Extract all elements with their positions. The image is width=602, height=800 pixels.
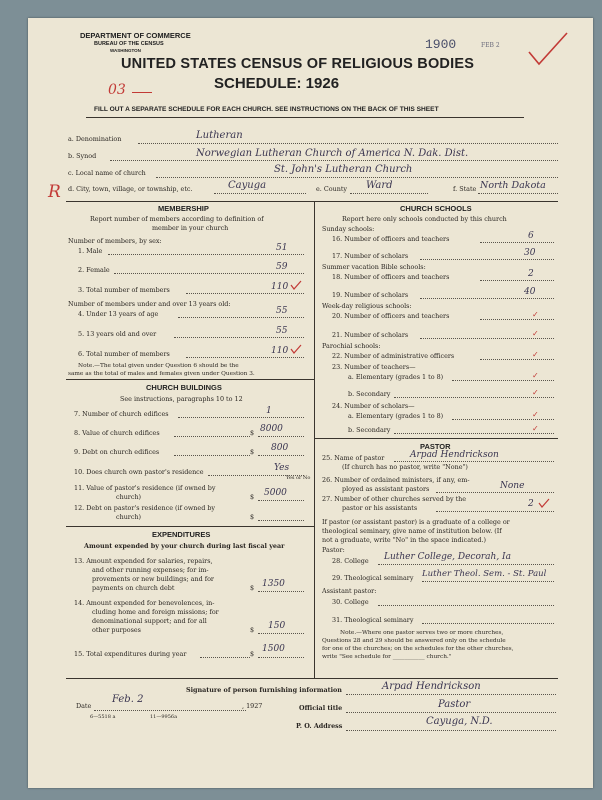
expenditures-rule bbox=[66, 526, 314, 527]
date-label: Date bbox=[76, 702, 92, 710]
q13-amount-line bbox=[258, 591, 304, 592]
q27-label-1: 27. Number of other churches served by the bbox=[322, 495, 467, 503]
q29-line bbox=[422, 581, 554, 582]
q27-line bbox=[436, 511, 554, 512]
q7-label: 7. Number of church edifices bbox=[74, 410, 169, 418]
pastor-note-1: Note.—Where one pastor serves two or more churches, bbox=[340, 630, 504, 636]
q24-label: 24. Number of scholars— bbox=[332, 402, 415, 410]
q26-field[interactable]: None bbox=[500, 481, 525, 491]
official-title-line bbox=[346, 712, 556, 713]
city-field[interactable]: Cayuga bbox=[228, 180, 267, 191]
dollar-sign: $ bbox=[250, 650, 255, 658]
membership-note-1: Note.—The total given under Question 6 should be the bbox=[78, 363, 239, 369]
q19-line bbox=[420, 298, 554, 299]
q16-field[interactable]: 6 bbox=[528, 231, 534, 241]
synod-line bbox=[110, 160, 558, 161]
state-line bbox=[478, 193, 558, 194]
q24a-check: ✓ bbox=[532, 410, 539, 419]
q29-field[interactable]: Luther Theol. Sem. - St. Paul bbox=[422, 569, 547, 579]
buildings-heading: CHURCH BUILDINGS bbox=[146, 383, 222, 392]
denomination-field[interactable]: Lutheran bbox=[196, 130, 243, 141]
q15-field[interactable]: 1500 bbox=[262, 644, 285, 654]
q23b-line bbox=[394, 397, 554, 398]
official-title-label: Official title bbox=[299, 704, 343, 712]
q30-label: 30. College bbox=[332, 598, 369, 606]
local-name-line bbox=[156, 177, 558, 178]
membership-note-2: same as the total of males and females given under Question 3. bbox=[68, 371, 255, 377]
form-number-2: 11—9956a bbox=[150, 714, 178, 720]
q18-label: 18. Number of officers and teachers bbox=[332, 273, 450, 281]
dollar-sign: $ bbox=[250, 513, 255, 521]
date-field[interactable]: Feb. 2 bbox=[112, 694, 144, 705]
q20-label: 20. Number of officers and teachers bbox=[332, 312, 450, 320]
q24b-label: b. Secondary bbox=[348, 426, 391, 434]
q4-label: 4. Under 13 years of age bbox=[78, 310, 159, 318]
sunday-label: Sunday schools: bbox=[322, 225, 375, 233]
expenditures-heading: EXPENDITURES bbox=[152, 530, 211, 539]
q23a-label: a. Elementary (grades 1 to 8) bbox=[348, 373, 444, 381]
q5-line bbox=[174, 337, 304, 338]
pastor-sub-label: Pastor: bbox=[322, 546, 345, 554]
q26-label-1: 26. Number of ordained ministers, if any, em- bbox=[322, 476, 470, 484]
q15-amount-line bbox=[258, 657, 304, 658]
q1-line bbox=[108, 254, 304, 255]
membership-intro-1: Report number of members according to definition of bbox=[90, 215, 264, 223]
q12-amount-line bbox=[258, 520, 304, 521]
q7-line bbox=[178, 417, 304, 418]
bureau-label: BUREAU OF THE CENSUS bbox=[94, 41, 164, 47]
q22-line bbox=[480, 359, 554, 360]
state-field[interactable]: North Dakota bbox=[480, 180, 546, 191]
q25-hint: (If church has no pastor, write "None") bbox=[342, 463, 468, 471]
table-bottom-rule bbox=[66, 678, 558, 679]
dollar-sign: $ bbox=[250, 429, 255, 437]
received-stamp: FEB 2 bbox=[481, 42, 500, 49]
q8-amount-line bbox=[258, 436, 304, 437]
red-code: 03 bbox=[108, 82, 126, 98]
q26-line bbox=[436, 492, 554, 493]
local-name-label: c. Local name of church bbox=[68, 169, 146, 177]
q16-label: 16. Number of officers and teachers bbox=[332, 235, 450, 243]
pastor-heading: PASTOR bbox=[420, 442, 451, 451]
q13-label-1: 13. Amount expended for salaries, repairs, bbox=[74, 557, 213, 565]
schools-intro: Report here only schools conducted by this church bbox=[342, 215, 507, 223]
q23-label: 23. Number of teachers— bbox=[332, 363, 416, 371]
date-line bbox=[94, 710, 246, 711]
q3-field[interactable]: 110 bbox=[271, 282, 289, 292]
dollar-sign: $ bbox=[250, 493, 255, 501]
q24b-check: ✓ bbox=[532, 424, 539, 433]
dollar-sign: $ bbox=[250, 448, 255, 456]
q22-label: 22. Number of administrative officers bbox=[332, 352, 455, 360]
q24b-line bbox=[394, 433, 554, 434]
q30-line bbox=[378, 605, 554, 606]
q13-label-3: provements or new buildings; and for bbox=[92, 575, 214, 583]
check-mark-icon bbox=[290, 344, 302, 354]
q11-amount-line bbox=[258, 500, 304, 501]
schools-heading: CHURCH SCHOOLS bbox=[400, 204, 472, 213]
graduate-note-3: not a graduate, write "No" in the space indicated.) bbox=[322, 536, 487, 544]
q21-line bbox=[420, 338, 554, 339]
synod-label: b. Synod bbox=[68, 152, 97, 160]
buildings-rule bbox=[66, 379, 314, 380]
q2-line bbox=[114, 273, 304, 274]
q31-line bbox=[422, 623, 554, 624]
buildings-intro: See instructions, paragraphs 10 to 12 bbox=[120, 395, 243, 403]
pastor-rule bbox=[314, 438, 558, 439]
q9-field[interactable]: 800 bbox=[271, 443, 289, 453]
dollar-sign: $ bbox=[250, 626, 255, 634]
parochial-label: Parochial schools: bbox=[322, 342, 381, 350]
signature-line bbox=[346, 694, 556, 695]
instruction-line: FILL OUT A SEPARATE SCHEDULE FOR EACH CHURCH. SEE INSTRUCTIONS ON THE BACK OF THIS SHEET bbox=[94, 106, 439, 113]
q9-amount-line bbox=[258, 455, 304, 456]
q14-field[interactable]: 150 bbox=[268, 621, 286, 631]
q16-line bbox=[480, 242, 554, 243]
pastor-note-4: write "See schedule for ___________ church." bbox=[322, 654, 452, 660]
q11-label-2: church) bbox=[116, 493, 142, 501]
q19-label: 19. Number of scholars bbox=[332, 291, 409, 299]
q25-label: 25. Name of pastor bbox=[322, 454, 385, 462]
q27-label-2: pastor or his assistants bbox=[342, 504, 418, 512]
q22-check: ✓ bbox=[532, 350, 539, 359]
q23b-check: ✓ bbox=[532, 388, 539, 397]
q20-line bbox=[480, 319, 554, 320]
weekday-label: Week-day religious schools: bbox=[322, 302, 412, 310]
q13-label-2: and other running expenses; for im- bbox=[92, 566, 209, 574]
form-number: 6—5518 a bbox=[90, 714, 116, 720]
city-label: WASHINGTON bbox=[110, 48, 141, 53]
q25-field[interactable]: Arpad Hendrickson bbox=[410, 450, 499, 460]
q6-field[interactable]: 110 bbox=[271, 346, 289, 356]
q12-label-1: 12. Debt on pastor's residence (if owned by bbox=[74, 504, 216, 512]
q8-field[interactable]: 8000 bbox=[260, 424, 283, 434]
q27-field[interactable]: 2 bbox=[528, 499, 534, 509]
q18-field[interactable]: 2 bbox=[528, 269, 534, 279]
signature-field[interactable]: Arpad Hendrickson bbox=[382, 681, 481, 692]
q2-field[interactable]: 59 bbox=[276, 262, 288, 272]
pastor-note-3: for one of the churches; on the schedules for the other churches, bbox=[322, 646, 514, 652]
graduate-note-1: If pastor (or assistant pastor) is a graduate of a college or bbox=[322, 518, 510, 526]
column-divider bbox=[314, 201, 315, 678]
q26-label-2: ployed as assistant pastors bbox=[342, 485, 430, 493]
q13-field[interactable]: 1350 bbox=[262, 579, 285, 589]
membership-heading: MEMBERSHIP bbox=[158, 204, 209, 213]
q19-field[interactable]: 40 bbox=[524, 287, 536, 297]
q1-label: 1. Male bbox=[78, 247, 103, 255]
q3-label: 3. Total number of members bbox=[78, 286, 170, 294]
q5-field[interactable]: 55 bbox=[276, 326, 288, 336]
summer-label: Summer vacation Bible schools: bbox=[322, 263, 426, 271]
red-code-underline bbox=[132, 92, 152, 93]
county-line bbox=[350, 193, 428, 194]
official-title-field[interactable]: Pastor bbox=[438, 699, 471, 710]
q24a-label: a. Elementary (grades 1 to 8) bbox=[348, 412, 444, 420]
q9-line bbox=[174, 455, 250, 456]
q2-label: 2. Female bbox=[78, 266, 110, 274]
census-schedule-page bbox=[28, 18, 593, 788]
graduate-note-2: theological seminary, give name of institution below. (If bbox=[322, 527, 502, 535]
q14-label-1: 14. Amount expended for benevolences, in- bbox=[74, 599, 215, 607]
po-address-label: P. O. Address bbox=[296, 722, 343, 730]
q6-line bbox=[186, 357, 304, 358]
age-intro-label: Number of members under and over 13 years old: bbox=[68, 300, 231, 308]
q28-field[interactable]: Luther College, Decorah, Ia bbox=[384, 552, 511, 562]
q18-line bbox=[480, 280, 554, 281]
q14-label-3: denominational support; and for all bbox=[92, 617, 207, 625]
synod-field[interactable]: Norwegian Lutheran Church of America N. Dak. Dist. bbox=[196, 148, 469, 159]
q8-line bbox=[174, 436, 250, 437]
q3-line bbox=[186, 293, 304, 294]
signature-label: Signature of person furnishing information bbox=[186, 686, 342, 694]
q7-field[interactable]: 1 bbox=[266, 406, 272, 416]
schedule-number: 1900 bbox=[425, 37, 457, 52]
year-label: , 1927 bbox=[242, 702, 263, 710]
q15-label: 15. Total expenditures during year bbox=[74, 650, 187, 658]
denomination-label: a. Denomination bbox=[68, 135, 122, 143]
q5-label: 5. 13 years old and over bbox=[78, 330, 157, 338]
q9-label: 9. Debt on church edifices bbox=[74, 448, 160, 456]
yes-no-hint: Yes or No bbox=[286, 475, 311, 481]
membership-intro-2: member in your church bbox=[152, 224, 229, 232]
q24a-line bbox=[452, 419, 554, 420]
q14-label-4: other purposes bbox=[92, 626, 141, 634]
q23b-label: b. Secondary bbox=[348, 390, 391, 398]
q31-label: 31. Theological seminary bbox=[332, 616, 414, 624]
form-subtitle: SCHEDULE: 1926 bbox=[214, 75, 340, 92]
q11-field[interactable]: 5000 bbox=[264, 488, 287, 498]
county-field[interactable]: Ward bbox=[366, 180, 393, 191]
q12-label-2: church) bbox=[116, 513, 142, 521]
pastor-note-2: Questions 28 and 29 should be answered only on the schedule bbox=[322, 638, 506, 644]
q21-check: ✓ bbox=[532, 329, 539, 338]
q8-label: 8. Value of church edifices bbox=[74, 429, 160, 437]
q23a-check: ✓ bbox=[532, 371, 539, 380]
checkmark-icon bbox=[525, 30, 571, 70]
q21-label: 21. Number of scholars bbox=[332, 331, 409, 339]
q6-label: 6. Total number of members bbox=[78, 350, 170, 358]
denomination-line bbox=[138, 143, 558, 144]
city-line bbox=[214, 193, 306, 194]
header-rule bbox=[86, 117, 524, 118]
county-label: e. County bbox=[316, 185, 347, 193]
q28-label: 28. College bbox=[332, 557, 369, 565]
by-sex-label: Number of members, by sex: bbox=[68, 237, 162, 245]
city-label-field: d. City, town, village, or township, etc. bbox=[68, 185, 193, 193]
q17-field[interactable]: 30 bbox=[524, 248, 536, 258]
po-address-field[interactable]: Cayuga, N.D. bbox=[426, 716, 493, 727]
table-top-rule bbox=[66, 201, 558, 202]
form-title: UNITED STATES CENSUS OF RELIGIOUS BODIES bbox=[121, 56, 475, 72]
q29-label: 29. Theological seminary bbox=[332, 574, 414, 582]
q28-line bbox=[378, 564, 554, 565]
dept-label: DEPARTMENT OF COMMERCE bbox=[80, 31, 191, 40]
q25-line bbox=[394, 461, 554, 462]
q1-field[interactable]: 51 bbox=[276, 243, 288, 253]
q20-check: ✓ bbox=[532, 310, 539, 319]
q10-label: 10. Does church own pastor's residence bbox=[74, 468, 204, 476]
q10-field[interactable]: Yes bbox=[274, 463, 290, 473]
margin-mark: R bbox=[48, 182, 61, 202]
q14-amount-line bbox=[258, 633, 304, 634]
po-address-line bbox=[346, 730, 556, 731]
q23a-line bbox=[452, 380, 554, 381]
q15-line bbox=[200, 657, 250, 658]
q14-label-2: cluding home and foreign missions; for bbox=[92, 608, 219, 616]
state-label: f. State bbox=[453, 185, 477, 193]
q4-field[interactable]: 55 bbox=[276, 306, 288, 316]
q17-label: 17. Number of scholars bbox=[332, 252, 409, 260]
check-mark-icon bbox=[538, 498, 550, 508]
expenditures-intro: Amount expended by your church during last fiscal year bbox=[84, 542, 285, 550]
dollar-sign: $ bbox=[250, 584, 255, 592]
q4-line bbox=[178, 317, 304, 318]
q13-label-4: payments on church debt bbox=[92, 584, 175, 592]
assistant-sub-label: Assistant pastor: bbox=[322, 587, 377, 595]
q17-line bbox=[420, 259, 554, 260]
local-name-field[interactable]: St. John's Lutheran Church bbox=[274, 164, 413, 175]
q11-label-1: 11. Value of pastor's residence (if owned by bbox=[74, 484, 216, 492]
check-mark-icon bbox=[290, 280, 302, 290]
